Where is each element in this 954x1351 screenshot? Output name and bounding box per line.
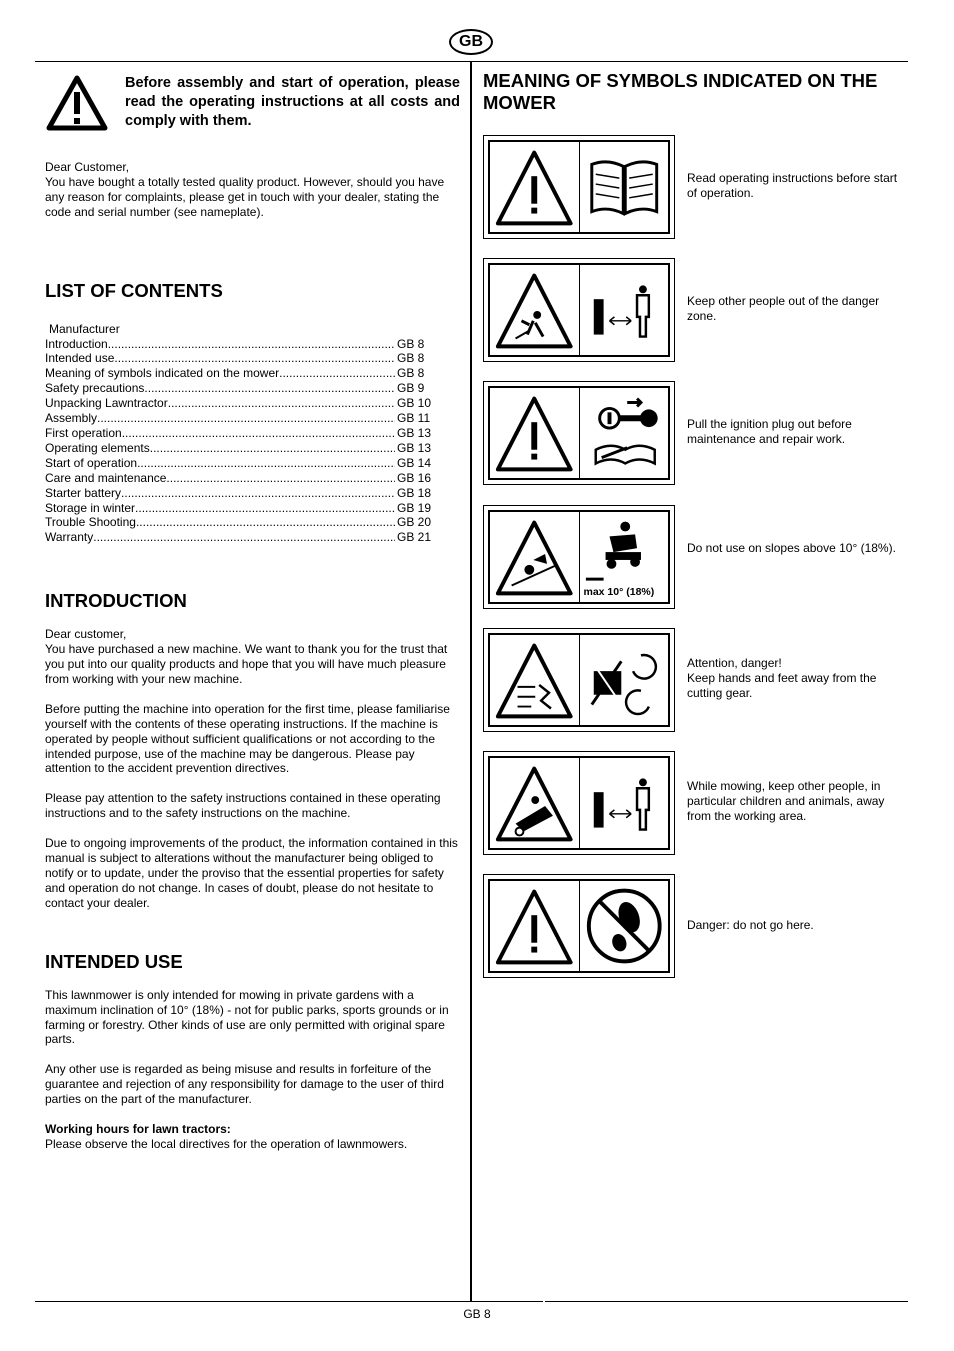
toc-entry-page: GB 9	[397, 381, 425, 396]
symbol-description: Keep other people out of the danger zone.	[687, 294, 880, 323]
intro-salutation: Dear customer,	[45, 627, 127, 642]
bottom-rule	[545, 1301, 908, 1302]
toc-entry-label: Intended use	[45, 351, 115, 366]
intro-paragraph-3: Please pay attention to the safety instructions contained in these operating instructions and to the safety instructions on the machine.	[45, 791, 441, 821]
left-column	[45, 74, 460, 1152]
greeting-salutation: Dear Customer,	[45, 160, 130, 174]
symbol-row	[483, 628, 903, 732]
toc-leader-dots	[136, 515, 395, 530]
symbol-description: Danger: do not go here.	[687, 918, 814, 932]
toc-entry-page: GB 11	[397, 411, 431, 426]
toc-entry-page: GB 16	[397, 470, 432, 485]
toc-entry	[45, 411, 433, 426]
toc-entry-label: Storage in winter	[45, 500, 136, 515]
toc-entry-label: Starter battery	[45, 485, 122, 500]
toc-leader-dots	[150, 441, 395, 456]
working-hours-heading: Working hours for lawn tractors:	[45, 1122, 231, 1137]
ignition-plug-icon	[579, 388, 669, 478]
toc-entry-label: Meaning of symbols indicated on the mower	[45, 366, 280, 381]
toc-leader-dots	[135, 501, 395, 516]
toc-first-line: Manufacturer	[49, 321, 120, 336]
symbol-row	[483, 874, 903, 978]
warning-text: Before assembly and start of operation, please read the operating instructions at all costs and comply with them.	[125, 75, 460, 129]
toc-entry-label: Trouble Shooting	[45, 515, 136, 530]
toc-leader-dots	[279, 366, 395, 381]
symbol-row	[483, 751, 903, 855]
warning-triangle-icon	[45, 74, 109, 132]
keep-distance-icon	[579, 265, 669, 355]
toc-entry-page: GB 18	[397, 485, 432, 500]
toc-leader-dots	[93, 530, 395, 545]
toc-leader-dots	[144, 381, 395, 396]
symbol-sticker	[483, 505, 675, 609]
toc-entry-label: Start of operation	[45, 455, 138, 470]
symbol-description: Do not use on slopes above 10° (18%).	[687, 541, 896, 555]
toc-entry	[45, 441, 433, 456]
toc-entry	[45, 351, 433, 366]
toc-leader-dots	[97, 411, 395, 426]
introduction-heading: INTRODUCTION	[45, 590, 187, 612]
warning-triangle-icon	[490, 142, 579, 232]
mower-warning-icon	[490, 758, 579, 848]
toc-leader-dots	[114, 351, 395, 366]
symbol-row	[483, 135, 903, 239]
symbol-description: While mowing, keep other people, in particular children and animals, away from the working area.	[687, 779, 885, 823]
symbol-row	[483, 258, 903, 362]
symbol-description: Pull the ignition plug out before maintenance and repair work.	[687, 417, 852, 446]
symbol-row	[483, 381, 903, 485]
table-of-contents	[45, 322, 433, 546]
keep-distance-icon	[579, 758, 669, 848]
symbol-description-line: Keep hands and feet away from the cutting gear.	[687, 670, 877, 700]
toc-entry-page: GB 13	[397, 440, 432, 455]
toc-entry-label: Assembly	[45, 411, 98, 426]
toc-entry	[45, 337, 433, 352]
symbol-sticker	[483, 628, 675, 732]
toc-entry-page: GB 10	[397, 396, 432, 411]
toc-entry	[45, 396, 433, 411]
intro-paragraph-2: Before putting the machine into operation for the first time, please familiarise yourself with the contents of these operating instructions. If the machine is operated by people without sufficient qualifications or not according to the intended purpose, use of the machine may be dangerous. Please pay attention to the accident prevention directives.	[45, 701, 450, 776]
symbol-description-line: Attention, danger!	[687, 656, 782, 670]
toc-entry	[45, 471, 433, 486]
intended-use-paragraph-1: This lawnmower is only intended for mowing in private gardens with a maximum inclination of 10° (18%) - not for public parks, sports grounds or in farming or forestry. Other kinds of use are only permitted with original spare parts.	[45, 987, 449, 1047]
toc-entry-label: First operation	[45, 425, 122, 440]
toc-entry-page: GB 8	[397, 336, 425, 351]
toc-entry-page: GB 8	[397, 366, 425, 381]
intended-use-heading: INTENDED USE	[45, 950, 183, 972]
toc-entry	[45, 366, 433, 381]
toc-entry	[45, 426, 433, 441]
contents-heading: LIST OF CONTENTS	[45, 279, 223, 301]
tipping-warning-icon	[490, 512, 579, 602]
no-step-icon	[579, 881, 669, 971]
toc-entry-label: Safety precautions	[45, 381, 145, 396]
toc-entry-page: GB 13	[397, 425, 432, 440]
slope-icon	[579, 512, 669, 602]
toc-entry-label: Care and maintenance	[45, 470, 167, 485]
toc-entry-page: GB 14	[397, 455, 432, 470]
toc-leader-dots	[166, 471, 395, 486]
toc-entry-page: GB 21	[397, 530, 432, 545]
symbol-sticker	[483, 751, 675, 855]
toc-leader-dots	[121, 486, 395, 501]
warning-triangle-icon	[490, 881, 579, 971]
intro-paragraph-1: You have purchased a new machine. We want to thank you for the trust that you put into our quality products and hope that you will have much pleasure from working with your new machine.	[45, 642, 448, 686]
working-hours-text: Please observe the local directives for the operation of lawnmowers.	[45, 1136, 408, 1151]
toc-leader-dots	[168, 396, 395, 411]
symbol-sticker	[483, 135, 675, 239]
toc-entry	[45, 530, 433, 545]
toc-entry	[45, 486, 433, 501]
cutting-blade-icon	[579, 635, 669, 725]
symbol-row	[483, 505, 903, 609]
toc-leader-dots	[122, 426, 395, 441]
slope-limit-label: max 10° (18%)	[583, 586, 655, 598]
toc-entry-page: GB 20	[397, 515, 432, 530]
thrown-object-warning-icon	[490, 265, 579, 355]
toc-entry-page: GB 8	[397, 351, 425, 366]
language-badge: GB	[449, 29, 493, 55]
toc-entry-label: Operating elements	[45, 440, 150, 455]
right-column	[483, 70, 903, 114]
book-icon	[579, 142, 669, 232]
toc-entry	[45, 381, 433, 396]
intended-use-paragraph-2: Any other use is regarded as being misuse and results in forfeiture of the guarantee and rejection of any responsibility for damage to the user of third parties on the part of the manufacturer.	[45, 1062, 444, 1107]
toc-leader-dots	[137, 456, 395, 471]
toc-leader-dots	[108, 337, 395, 352]
toc-entry	[45, 515, 433, 530]
toc-entry-page: GB 19	[397, 500, 432, 515]
symbol-sticker	[483, 874, 675, 978]
column-divider	[470, 61, 472, 1301]
toc-entry-label: Warranty	[45, 530, 94, 545]
toc-entry	[45, 456, 433, 471]
toc-entry-label: Introduction	[45, 336, 108, 351]
warning-block	[45, 74, 460, 132]
greeting-body: You have bought a totally tested quality product. However, should you have any reason for complaints, please get in touch with your dealer, stating the code and serial number (see nameplate).	[45, 174, 445, 219]
toc-entry	[45, 501, 433, 516]
toc-entry-label: Unpacking Lawntractor	[45, 396, 168, 411]
symbol-sticker	[483, 381, 675, 485]
symbol-sticker	[483, 258, 675, 362]
intro-paragraph-4: Due to ongoing improvements of the product, the information contained in this manual is subject to alterations without the manufacturer being obliged to notify or to update, under the proviso that the essential properties for safety and operation do not change. In cases of doubt, please do not hesitate to contact your dealer.	[45, 836, 458, 910]
bottom-rule	[35, 1301, 543, 1302]
symbols-heading: MEANING OF SYMBOLS INDICATED ON THE MOWER	[483, 70, 878, 113]
blade-warning-icon	[490, 635, 579, 725]
page-number: GB 8	[463, 1307, 491, 1321]
symbol-description: Read operating instructions before start of operation.	[687, 171, 898, 200]
warning-triangle-icon	[490, 388, 579, 478]
symbol-description	[687, 656, 903, 701]
